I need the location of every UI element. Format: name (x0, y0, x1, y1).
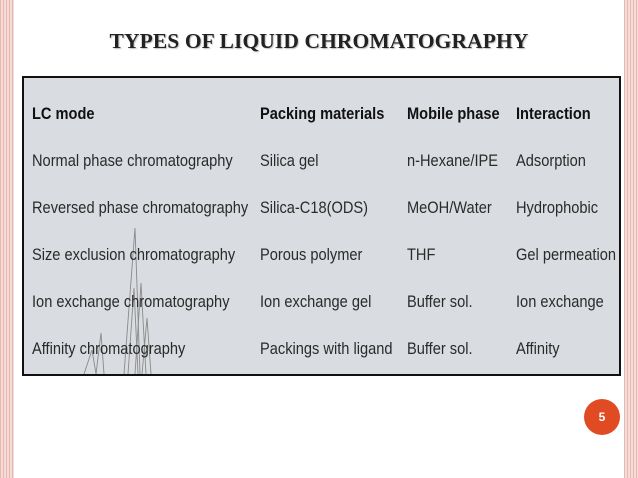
cell-packing-material: Porous polymer (260, 245, 363, 264)
cell-interaction: Gel permeation (516, 245, 616, 264)
cell-interaction: Adsorption (516, 151, 586, 170)
cell-lc-mode: Affinity chromatography (32, 339, 186, 358)
cell-lc-mode: Normal phase chromatography (32, 151, 233, 170)
cell-mobile-phase: Buffer sol. (407, 339, 473, 358)
header-mobile-phase: Mobile phase (407, 104, 500, 123)
cell-lc-mode: Ion exchange chromatography (32, 292, 230, 311)
cell-packing-material: Silica-C18(ODS) (260, 198, 369, 217)
table-row (24, 240, 619, 270)
cell-packing-material: Packings with ligand (260, 339, 393, 358)
header-packing-materials: Packing materials (260, 104, 385, 123)
cell-mobile-phase: Buffer sol. (407, 292, 473, 311)
lc-types-table (22, 76, 621, 376)
slide (14, 0, 624, 478)
cell-lc-mode: Reversed phase chromatography (32, 198, 249, 217)
cell-interaction: Hydrophobic (516, 198, 599, 217)
cell-interaction: Affinity (516, 339, 560, 358)
table-row (24, 146, 619, 176)
table-header-row (24, 99, 619, 129)
table-row (24, 287, 619, 317)
cell-mobile-phase: n-Hexane/IPE (407, 151, 499, 170)
cell-mobile-phase: MeOH/Water (407, 198, 492, 217)
cell-interaction: Ion exchange (516, 292, 604, 311)
cell-packing-material: Silica gel (260, 151, 319, 170)
cell-packing-material: Ion exchange gel (260, 292, 372, 311)
slide-title: TYPES OF LIQUID CHROMATOGRAPHY (109, 29, 529, 53)
cell-lc-mode: Size exclusion chromatography (32, 245, 236, 264)
header-interaction: Interaction (516, 104, 591, 123)
left-border-stripes (0, 0, 14, 478)
table-row (24, 334, 619, 364)
table-row (24, 193, 619, 223)
header-lc-mode: LC mode (32, 104, 95, 123)
right-border-stripes (624, 0, 638, 478)
cell-mobile-phase: THF (407, 245, 436, 264)
page-number-badge: 5 (584, 399, 620, 435)
